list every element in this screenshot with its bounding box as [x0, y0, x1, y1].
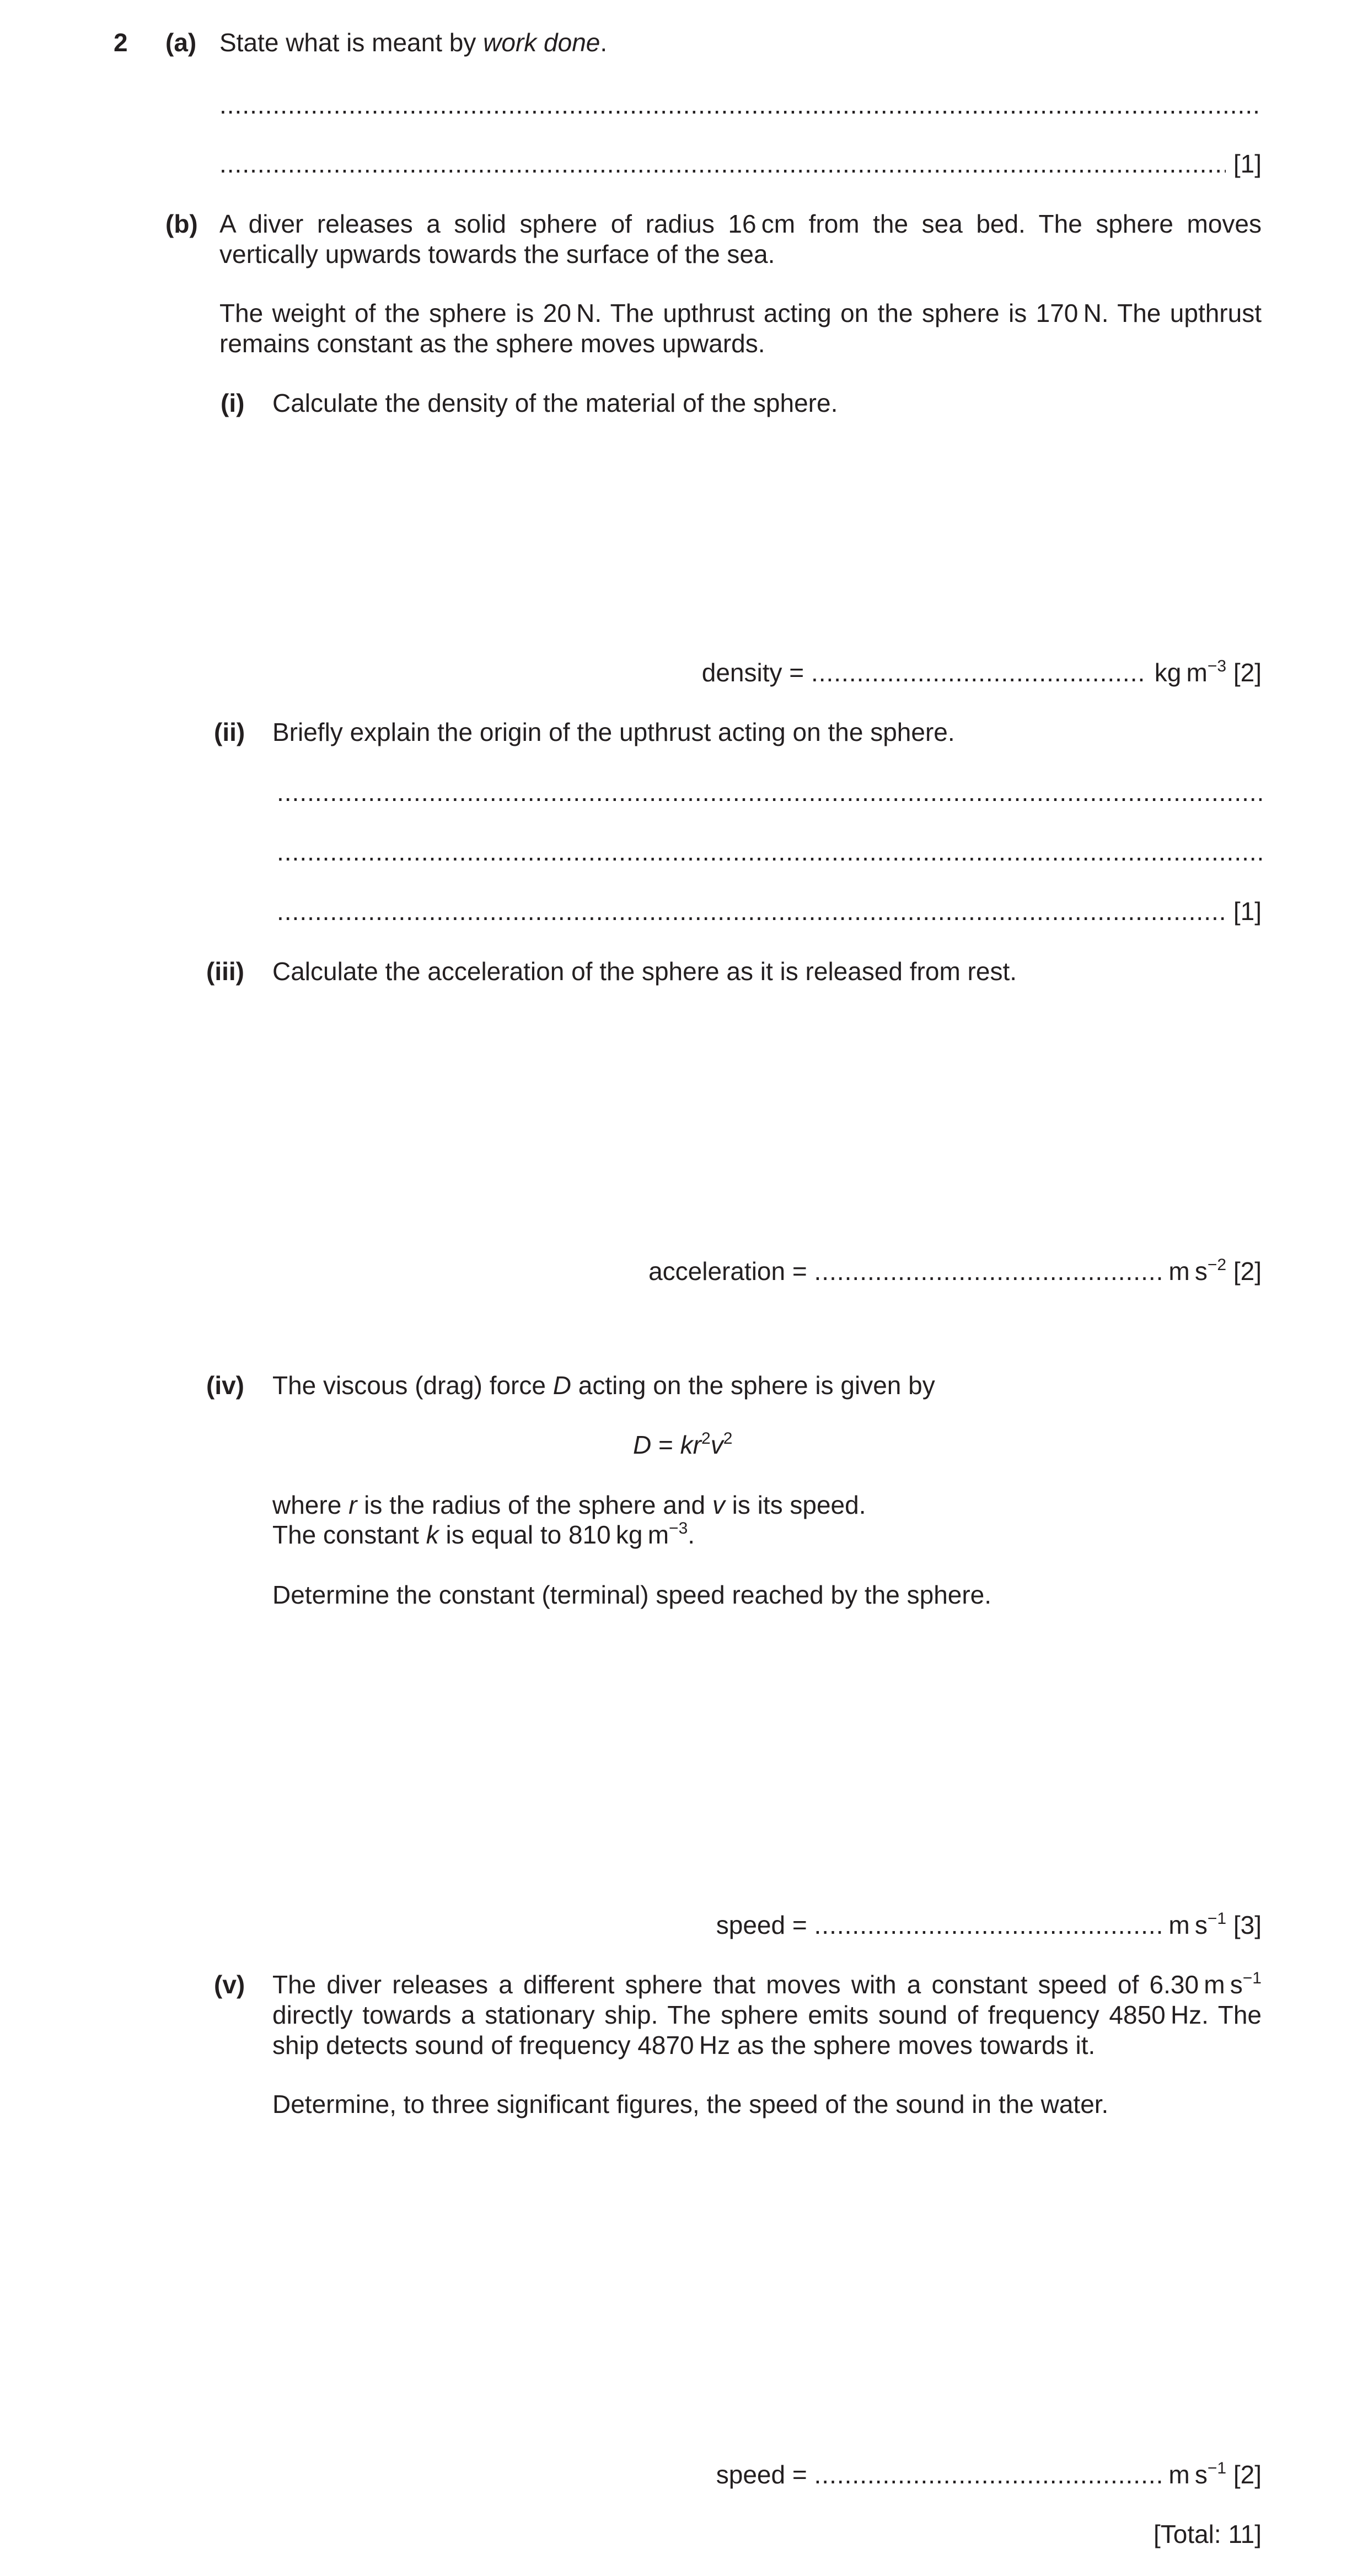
part-a-marks: [1] [1233, 149, 1262, 178]
part-b-v-text [272, 1970, 1262, 2061]
part-b-v-text-1: The diver releases a different sphere that moves with a constant speed of 6.30 m s [272, 1970, 1243, 1999]
density-unit-exponent: −3 [1207, 657, 1227, 675]
eq-exp-v: 2 [723, 1429, 733, 1448]
sound-speed-answer-line [716, 2460, 1262, 2490]
part-a-punct: . [600, 28, 608, 57]
part-b-ii-label: (ii) [214, 718, 245, 746]
const-text-1: The constant [272, 1520, 426, 1549]
where-text-3: is its speed. [725, 1491, 866, 1519]
answer-line-ii-2[interactable] [277, 837, 1262, 867]
part-b-v-task: Determine, to three significant figures, the speed of the sound in the water. [272, 2090, 1109, 2118]
part-b-i-marks: [2] [1233, 658, 1262, 687]
sound-speed-answer-label: speed = [716, 2460, 807, 2489]
where-text-1: where [272, 1491, 349, 1519]
part-b-iv-var-d: D [552, 1371, 571, 1400]
part-b-iv-marks: [3] [1233, 1911, 1262, 1939]
terminal-speed-answer-field[interactable] [814, 1910, 1162, 1940]
part-b-v-exponent: −1 [1242, 1969, 1262, 1987]
part-b-v-marks: [2] [1233, 2460, 1262, 2489]
acceleration-answer-line [648, 1256, 1262, 1287]
density-answer-label: density = [701, 658, 804, 687]
terminal-speed-unit-exponent: −1 [1207, 1910, 1227, 1928]
part-b-iii-marks: [2] [1233, 1257, 1262, 1286]
eq-kr: kr [680, 1430, 701, 1459]
answer-line-a-2[interactable] [219, 149, 1226, 179]
part-b-intro-1: A diver releases a solid sphere of radius 16 cm from the sea bed. The sphere moves vertically upwards towards the surface of the sea. [219, 209, 1262, 268]
density-unit: kg m [1154, 658, 1208, 687]
part-b-iii-text: Calculate the acceleration of the sphere as it is released from rest. [272, 957, 1017, 986]
question-number: 2 [114, 28, 128, 57]
where-var-r: r [348, 1491, 357, 1519]
const-exponent: −3 [669, 1519, 688, 1537]
acceleration-unit: m s [1168, 1257, 1208, 1286]
part-b-v-text-2: directly towards a stationary ship. The sphere emits sound of frequency 4850 Hz. The ship detects sound of frequency 4870 Hz as the sphere moves towards it. [272, 2000, 1262, 2059]
part-b-iv-text-start: The viscous (drag) force [272, 1371, 553, 1400]
part-b-iii-label: (iii) [206, 957, 244, 986]
eq-v: v [710, 1430, 723, 1459]
part-b-i-text: Calculate the density of the material of the sphere. [272, 389, 838, 417]
part-b-ii-marks: [1] [1233, 897, 1262, 926]
eq-d: D [633, 1430, 652, 1459]
acceleration-answer-field[interactable] [814, 1256, 1162, 1287]
where-var-v: v [712, 1491, 725, 1519]
answer-line-ii-1[interactable] [277, 777, 1262, 808]
where-text-2: is the radius of the sphere and [357, 1491, 712, 1519]
part-b-iv-text [272, 1370, 935, 1401]
part-b-iv-label: (iv) [206, 1371, 244, 1400]
part-a-term: work done [483, 28, 600, 57]
part-a-label: (a) [165, 28, 197, 57]
part-a-question [219, 28, 607, 58]
part-b-iv-text-end: acting on the sphere is given by [571, 1371, 935, 1400]
const-punct: . [688, 1520, 695, 1549]
acceleration-answer-label: acceleration = [648, 1257, 807, 1286]
sound-speed-unit-exponent: −1 [1207, 2459, 1227, 2477]
part-b-intro-2: The weight of the sphere is 20 N. The upthrust acting on the sphere is 170 N. The upthrust remains constant as the sphere moves upwards. [219, 299, 1262, 358]
eq-equals: = [651, 1430, 680, 1459]
part-b-v-label: (v) [214, 1970, 245, 1999]
terminal-speed-answer-line [716, 1910, 1262, 1940]
density-answer-line [702, 658, 1262, 688]
sound-speed-unit: m s [1168, 2460, 1208, 2489]
answer-line-ii-3[interactable] [277, 896, 1227, 927]
part-a-text: State what is meant by [219, 28, 484, 57]
part-b-label: (b) [165, 209, 198, 238]
const-var-k: k [426, 1520, 439, 1549]
where-line [272, 1490, 866, 1520]
total-marks: [Total: 11] [1153, 2520, 1262, 2548]
acceleration-unit-exponent: −2 [1207, 1256, 1227, 1274]
terminal-speed-unit: m s [1168, 1911, 1208, 1939]
eq-exp-r: 2 [701, 1429, 711, 1448]
constant-line [272, 1520, 695, 1550]
sound-speed-answer-field[interactable] [814, 2460, 1162, 2490]
density-answer-field[interactable] [811, 658, 1147, 688]
part-b-ii-text: Briefly explain the origin of the upthrust acting on the sphere. [272, 718, 955, 746]
part-b-iv-task: Determine the constant (terminal) speed reached by the sphere. [272, 1580, 992, 1609]
const-text-2: is equal to 810 kg m [438, 1520, 669, 1549]
answer-line-a-1[interactable] [219, 90, 1262, 120]
drag-equation [633, 1430, 732, 1460]
terminal-speed-answer-label: speed = [716, 1911, 807, 1939]
part-b-i-label: (i) [221, 389, 245, 417]
